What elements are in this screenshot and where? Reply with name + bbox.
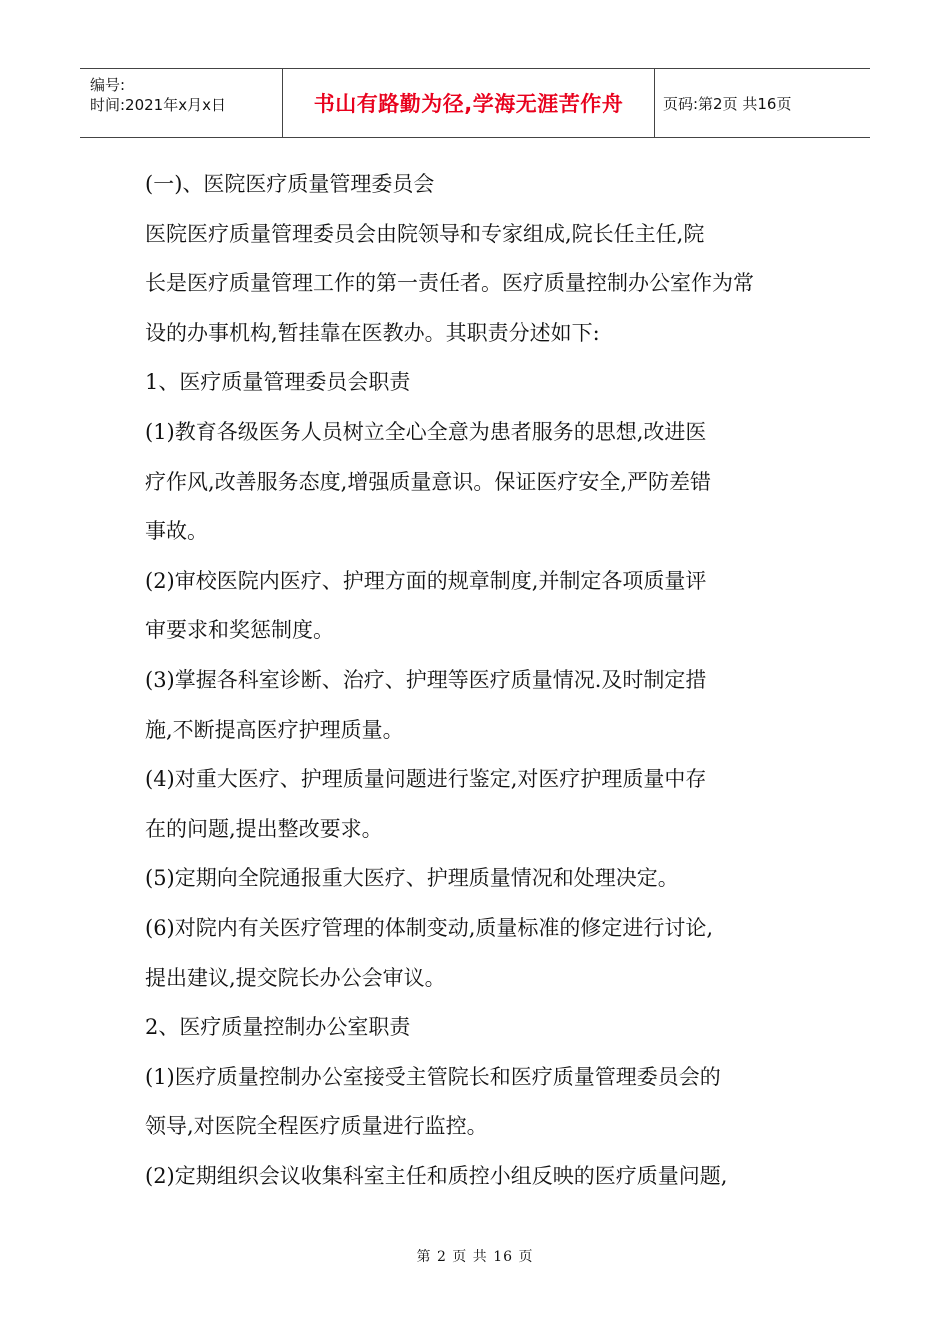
body-line: 医院医疗质量管理委员会由院领导和专家组成,院长任主任,院 xyxy=(145,221,705,246)
header-page-info: 页码:第2页 共16页 xyxy=(663,94,792,113)
header-motto: 书山有路勤为径,学海无涯苦作舟 xyxy=(313,92,624,116)
body-line: 提出建议,提交院长办公会审议。 xyxy=(145,965,446,990)
body-line: 施,不断提高医疗护理质量。 xyxy=(145,717,404,742)
body-line: (4)对重大医疗、护理质量问题进行鉴定,对医疗护理质量中存 xyxy=(145,767,707,792)
body-line: (2)定期组织会议收集科室主任和质控小组反映的医疗质量问题, xyxy=(145,1163,728,1188)
header-page-cell xyxy=(655,69,870,137)
body-line: 设的办事机构,暂挂靠在医教办。其职责分述如下: xyxy=(145,320,600,345)
body-line: (3)掌握各科室诊断、治疗、护理等医疗质量情况.及时制定措 xyxy=(145,667,707,692)
body-line: (6)对院内有关医疗管理的体制变动,质量标准的修定进行讨论, xyxy=(145,915,714,940)
body-line: 在的问题,提出整改要求。 xyxy=(145,816,383,841)
page-footer: 第 2 页 共 16 页 xyxy=(416,1249,534,1265)
body-line: 疗作风,改善服务态度,增强质量意识。保证医疗安全,严防差错 xyxy=(145,469,712,494)
body-line: (一)、医院医疗质量管理委员会 xyxy=(145,172,435,196)
document-body xyxy=(145,160,825,1201)
body-line: (5)定期向全院通报重大医疗、护理质量情况和处理决定。 xyxy=(145,866,679,891)
body-line: 事故。 xyxy=(145,519,208,544)
header-motto-cell xyxy=(283,69,655,137)
body-line: (2)审校医院内医疗、护理方面的规章制度,并制定各项质量评 xyxy=(145,568,707,593)
body-line: 领导,对医院全程医疗质量进行监控。 xyxy=(145,1114,488,1139)
header-number-label: 编号: xyxy=(90,76,126,94)
header-time-label: 时间:2021年x月x日 xyxy=(90,96,226,114)
body-line: (1)医疗质量控制办公室接受主管院长和医疗质量管理委员会的 xyxy=(145,1064,721,1089)
document-header xyxy=(80,68,870,138)
body-line: 审要求和奖惩制度。 xyxy=(145,618,334,643)
header-meta-cell xyxy=(80,69,283,137)
body-line: 长是医疗质量管理工作的第一责任者。医疗质量控制办公室作为常 xyxy=(145,271,754,296)
body-line: (1)教育各级医务人员树立全心全意为患者服务的思想,改进医 xyxy=(145,419,707,444)
body-line: 2、医疗质量控制办公室职责 xyxy=(145,1015,411,1040)
body-line: 1、医疗质量管理委员会职责 xyxy=(145,370,411,395)
